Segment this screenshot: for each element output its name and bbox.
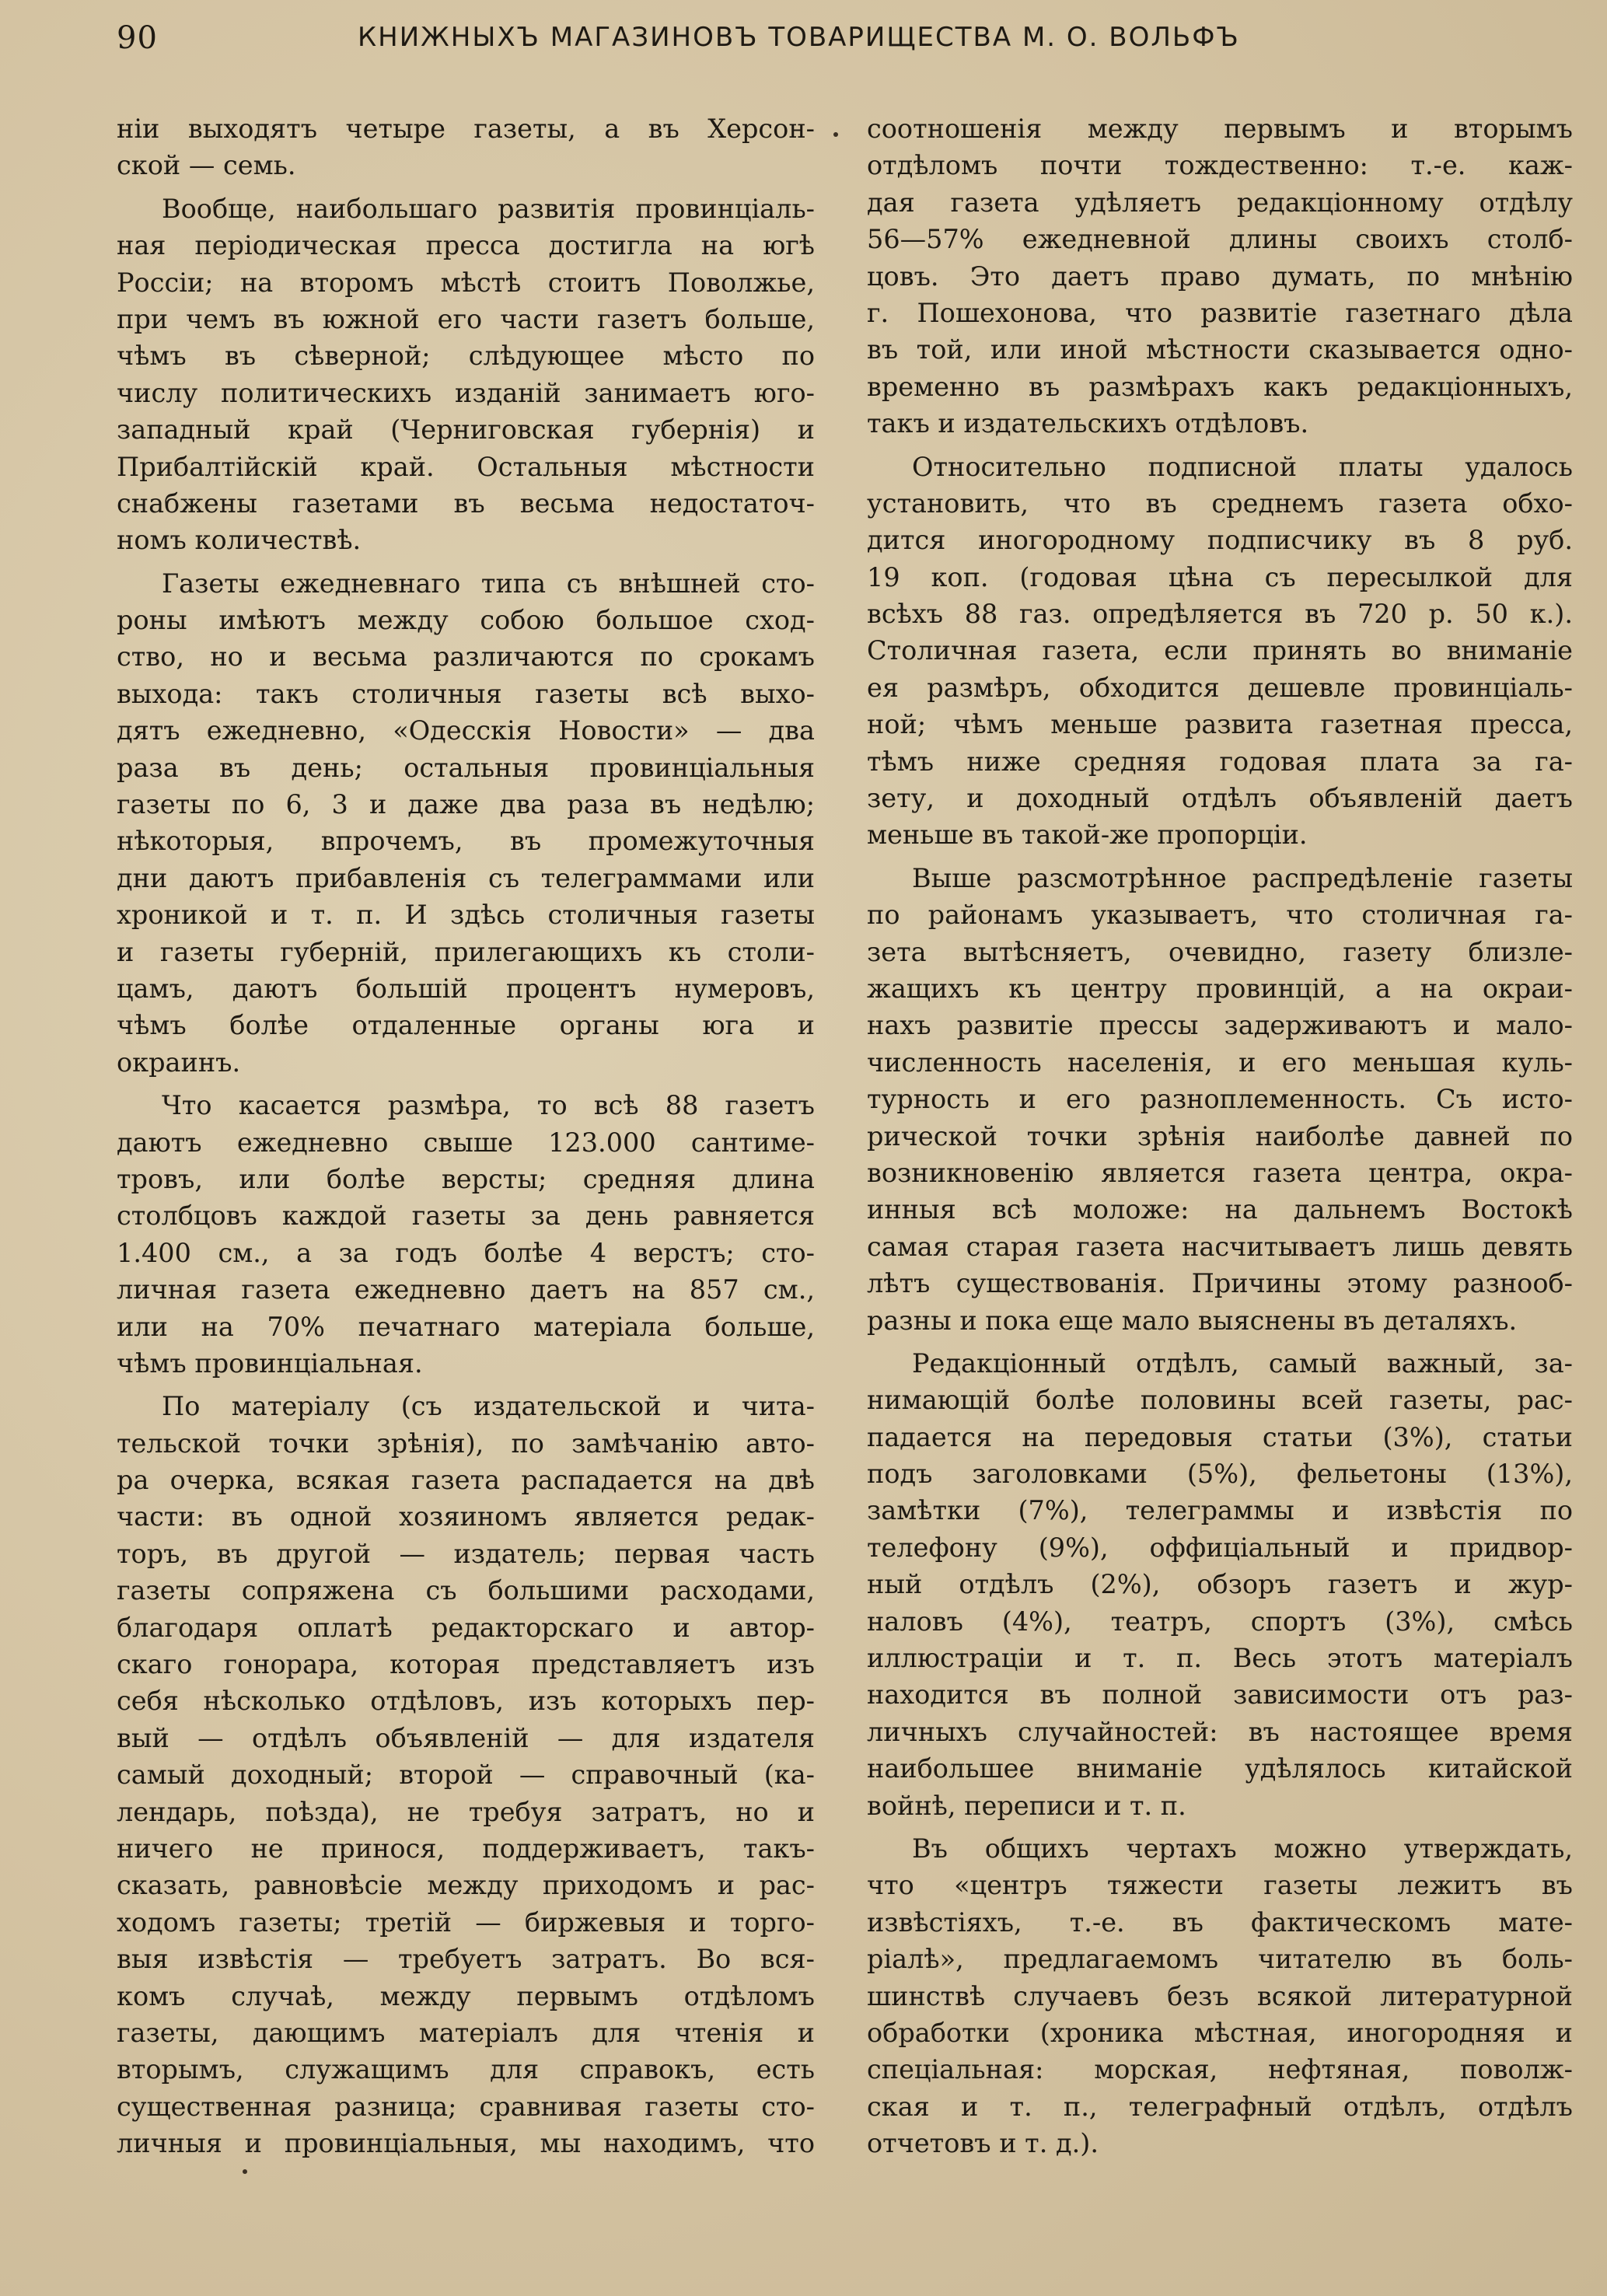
text-line: ніи выходятъ четыре газеты, а въ Херсон-: [117, 114, 815, 144]
text-line: дая газета удѣляетъ редакціонному отдѣлу: [867, 187, 1573, 218]
text-line: вторымъ, служащимъ для справокъ, есть: [117, 2054, 815, 2085]
text-line: падается на передовыя статьи (3%), статьи: [867, 1421, 1573, 1452]
text-line: дится иногородному подписчику въ 8 руб.: [867, 525, 1573, 556]
text-line: замѣтки (7%), телеграммы и извѣстія по: [867, 1495, 1573, 1526]
text-line: номъ количествѣ.: [117, 525, 362, 556]
text-line: снабжены газетами въ весьма недостаточ-: [117, 488, 815, 519]
text-line: выя извѣстія — требуетъ затратъ. Во вся-: [117, 1944, 815, 1975]
text-line: вый — отдѣлъ объявленій — для издателя: [117, 1722, 815, 1753]
text-line: цамъ, даютъ большій процентъ нумеровъ,: [117, 973, 815, 1004]
text-line: телефону (9%), оффиціальный и придвор-: [867, 1532, 1573, 1563]
text-line: наловъ (4%), театръ, спортъ (3%), смѣсь: [867, 1606, 1573, 1637]
text-line: разны и пока еще мало выяснены въ деталяхъ.: [867, 1305, 1518, 1336]
right-column: [867, 110, 1573, 2161]
text-line: инныя всѣ моложе: на дальнемъ Востокѣ: [867, 1194, 1573, 1225]
text-line: возникновенію является газета центра, окра-: [867, 1157, 1573, 1188]
text-line: Выше разсмотрѣнное распредѣленіе газеты: [912, 862, 1573, 893]
text-line: зета вытѣсняетъ, очевидно, газету близле-: [867, 936, 1573, 967]
paragraph-gap: [117, 1382, 815, 1388]
print-speck: [243, 2169, 247, 2174]
text-line: Прибалтійскій край. Остальныя мѣстности: [117, 451, 815, 482]
text-line: турность и его разноплеменность. Съ исто-: [867, 1084, 1573, 1115]
text-line: нѣкоторыя, впрочемъ, въ промежуточныя: [117, 826, 815, 857]
text-line: рической точки зрѣнія наиболѣе давней по: [867, 1120, 1573, 1151]
text-line: Относительно подписной платы удалось: [912, 451, 1573, 482]
text-line: Столичная газета, если принять во вниманіе: [867, 635, 1573, 666]
text-line: По матеріалу (съ издательской и чита-: [162, 1391, 815, 1422]
text-line: подъ заголовками (5%), фельетоны (13%),: [867, 1459, 1573, 1490]
text-line: благодаря оплатѣ редакторскаго и автор-: [117, 1612, 815, 1643]
paragraph-gap: [117, 184, 815, 190]
text-line: столбцовъ каждой газеты за день равняется: [117, 1200, 815, 1232]
text-line: чѣмъ провинціальная.: [117, 1347, 423, 1379]
text-line: войнѣ, переписи и т. п.: [867, 1790, 1186, 1821]
text-line: ріалѣ», предлагаемомъ читателю въ боль-: [867, 1944, 1573, 1975]
text-line: западный край (Черниговская губернія) и: [117, 414, 815, 446]
text-line: ея размѣръ, обходится дешевле провинціаль-: [867, 672, 1573, 703]
text-line: ничего не принося, поддерживаетъ, такъ-: [117, 1833, 815, 1864]
text-line: ходомъ газеты; третій — биржевыя и торго-: [117, 1906, 815, 1938]
paragraph-gap: [867, 1339, 1573, 1345]
text-line: цовъ. Это даетъ право думать, по мнѣнію: [867, 260, 1573, 292]
text-line: личная газета ежедневно даетъ на 857 см.,: [117, 1274, 815, 1305]
text-line: хроникой и т. п. И здѣсь столичныя газеты: [117, 900, 815, 931]
text-line: отчетовъ и т. д.).: [867, 2128, 1099, 2159]
text-line: чѣмъ болѣе отдаленные органы юга и: [117, 1010, 815, 1041]
text-line: окраинъ.: [117, 1047, 241, 1078]
text-line: Россіи; на второмъ мѣстѣ стоитъ Поволжье,: [117, 267, 815, 298]
text-line: Что касается размѣра, то всѣ 88 газетъ: [162, 1090, 815, 1121]
text-line: обработки (хроника мѣстная, иногородняя и: [867, 2017, 1573, 2048]
text-line: что «центръ тяжести газеты лежитъ въ: [867, 1870, 1573, 1901]
paragraph-gap: [117, 559, 815, 565]
text-line: нимающій болѣе половины всей газеты, рас-: [867, 1385, 1573, 1416]
text-line: ной; чѣмъ меньше развита газетная пресса,: [867, 709, 1573, 740]
text-line: въ той, или иной мѣстности сказывается одно-: [867, 334, 1573, 365]
text-line: части: въ одной хозяиномъ является редак-: [117, 1501, 815, 1532]
text-line: Вообще, наибольшаго развитія провинціаль-: [162, 193, 815, 224]
paragraph-gap: [867, 442, 1573, 449]
text-line: скаго гонорара, которая представляетъ изъ: [117, 1649, 815, 1680]
text-line: меньше въ такой-же пропорціи.: [867, 820, 1308, 851]
text-line: спеціальная: морская, нефтяная, поволж-: [867, 2054, 1573, 2085]
text-line: установить, что въ среднемъ газета обхо-: [867, 488, 1573, 519]
text-line: самый доходный; второй — справочный (ка-: [117, 1760, 815, 1791]
text-line: газеты сопряжена съ большими расходами,: [117, 1575, 815, 1606]
paragraph-gap: [867, 1824, 1573, 1830]
text-line: или на 70% печатнаго матеріала больше,: [117, 1311, 815, 1342]
text-line: тельской точки зрѣнія), по замѣчанію авто-: [117, 1428, 815, 1459]
text-line: г. Пошехонова, что развитіе газетнаго дѣла: [867, 297, 1573, 328]
text-line: числу политическихъ изданій занимаетъ юго-: [117, 377, 815, 408]
text-line: сказать, равновѣсіе между приходомъ и рас-: [117, 1870, 815, 1901]
text-line: дни даютъ прибавленія съ телеграммами или: [117, 862, 815, 893]
text-line: жащихъ къ центру провинцій, а на окраи-: [867, 973, 1573, 1004]
text-line: Газеты ежедневнаго типа съ внѣшней сто-: [162, 568, 815, 599]
text-line: ный отдѣлъ (2%), обзоръ газетъ и жур-: [867, 1569, 1573, 1600]
text-line: выхода: такъ столичныя газеты всѣ выхо-: [117, 678, 815, 709]
text-line: роны имѣютъ между собою большое сход-: [117, 605, 815, 636]
text-line: зету, и доходный отдѣлъ объявленій даетъ: [867, 783, 1573, 814]
text-line: существенная разница; сравнивая газеты сто-: [117, 2091, 815, 2122]
text-line: ской — семь.: [117, 150, 296, 181]
text-line: 19 коп. (годовая цѣна съ пересылкой для: [867, 561, 1573, 592]
text-line: Редакціонный отдѣлъ, самый важный, за-: [912, 1347, 1573, 1379]
text-line: самая старая газета насчитываетъ лишь девять: [867, 1231, 1573, 1262]
text-line: личныя и провинціальныя, мы находимъ, что: [117, 2128, 815, 2159]
paragraph-gap: [867, 854, 1573, 860]
text-line: находится въ полной зависимости отъ раз-: [867, 1679, 1573, 1711]
text-line: при чемъ въ южной его части газетъ больше,: [117, 303, 815, 334]
text-line: себя нѣсколько отдѣловъ, изъ которыхъ пер-: [117, 1686, 815, 1717]
text-line: соотношенія между первымъ и вторымъ: [867, 114, 1573, 144]
text-line: наибольшее вниманіе удѣлялось китайской: [867, 1753, 1573, 1784]
text-line: ная періодическая пресса достигла на югѣ: [117, 230, 815, 261]
text-line: газеты по 6, 3 и даже два раза въ недѣлю;: [117, 789, 815, 820]
print-speck: [833, 132, 838, 137]
text-line: торъ, въ другой — издатель; первая часть: [117, 1538, 815, 1569]
text-line: 56—57% ежедневной длины своихъ столб-: [867, 224, 1573, 255]
running-title: КНИЖНЫХЪ МАГАЗИНОВЪ ТОВАРИЩЕСТВА М. О. ВОЛЬФЪ: [358, 22, 1240, 53]
text-line: ская и т. п., телеграфный отдѣлъ, отдѣлъ: [867, 2091, 1573, 2122]
text-line: личныхъ случайностей: въ настоящее время: [867, 1716, 1573, 1747]
text-line: всѣхъ 88 газ. опредѣляется въ 720 р. 50 к.).: [867, 599, 1573, 630]
text-line: ра очерка, всякая газета распадается на двѣ: [117, 1465, 815, 1496]
text-line: нахъ развитіе прессы задерживаютъ и мало-: [867, 1010, 1573, 1041]
text-line: лендарь, поѣзда), не требуя затратъ, но и: [117, 1796, 815, 1827]
text-line: и газеты губерній, прилегающихъ къ столи-: [117, 936, 815, 967]
text-line: чѣмъ въ сѣверной; слѣдующее мѣсто по: [117, 341, 815, 372]
text-line: иллюстраціи и т. п. Весь этотъ матеріалъ: [867, 1643, 1573, 1674]
text-line: даютъ ежедневно свыше 123.000 сантиме-: [117, 1127, 815, 1158]
text-line: газеты, дающимъ матеріалъ для чтенія и: [117, 2017, 815, 2048]
text-line: тровъ, или болѣе версты; средняя длина: [117, 1163, 815, 1194]
text-line: 1.400 см., а за годъ болѣе 4 верстъ; сто-: [117, 1237, 815, 1268]
text-line: Въ общихъ чертахъ можно утверждать,: [912, 1833, 1573, 1864]
text-line: отдѣломъ почти тождественно: т.-е. каж-: [867, 150, 1573, 181]
text-line: временно въ размѣрахъ какъ редакціонныхъ,: [867, 371, 1573, 402]
text-line: комъ случаѣ, между первымъ отдѣломъ: [117, 1980, 815, 2011]
text-line: численность населенія, и его меньшая куль-: [867, 1047, 1573, 1078]
page-header: [117, 20, 1563, 67]
text-line: лѣтъ существованія. Причины этому разнооб-: [867, 1268, 1573, 1299]
text-line: извѣстіяхъ, т.-е. въ фактическомъ мате-: [867, 1906, 1573, 1938]
text-line: ство, но и весьма различаются по срокамъ: [117, 641, 815, 673]
text-line: раза въ день; остальныя провинціальныя: [117, 752, 815, 783]
page-number: 90: [117, 20, 158, 56]
text-line: дятъ ежедневно, «Одесскія Новости» — два: [117, 715, 815, 746]
text-line: шинствѣ случаевъ безъ всякой литературной: [867, 1980, 1573, 2011]
text-line: такъ и издательскихъ отдѣловъ.: [867, 408, 1309, 439]
left-column: [117, 110, 815, 2161]
paragraph-gap: [117, 1081, 815, 1087]
text-line: тѣмъ ниже средняя годовая плата за га-: [867, 746, 1573, 777]
text-line: по районамъ указываетъ, что столичная га-: [867, 900, 1573, 931]
